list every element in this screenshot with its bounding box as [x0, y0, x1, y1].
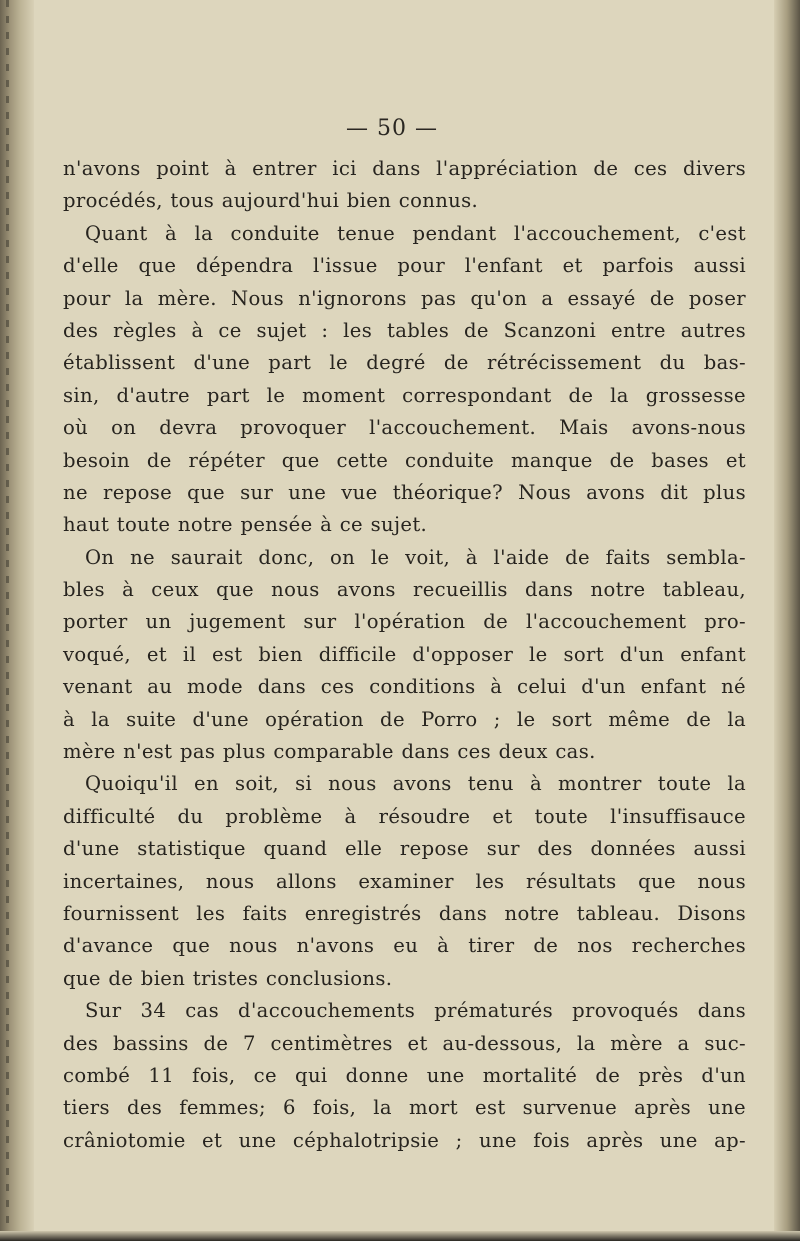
text-line: procédés, tous aujourd'hui bien connus. — [63, 189, 479, 213]
text-line: venant au mode dans ces conditions à celui d'un enfant né — [63, 675, 746, 699]
text-line: mère n'est pas plus comparable dans ces deux cas. — [63, 740, 596, 764]
text-line: tiers des femmes; 6 fois, la mort est survenue après une — [63, 1096, 746, 1120]
text-line: ne repose que sur une vue théorique? Nous avons dit plus — [63, 480, 746, 504]
text-line: incertaines, nous allons examiner les résultats que nous — [63, 869, 746, 893]
text-line: porter un jugement sur l'opération de l'accouchement pro- — [63, 610, 746, 634]
page-number: — 50 — — [346, 116, 438, 141]
text-line: sin, d'autre part le moment correspondant de la grossesse — [63, 383, 746, 407]
page-right-edge — [774, 0, 800, 1241]
text-line: établissent d'une part le degré de rétrécissement du bas- — [63, 351, 746, 375]
text-line: bles à ceux que nous avons recueillis dans notre tableau, — [63, 578, 746, 602]
text-line: crâniotomie et une céphalotripsie ; une fois après une ap- — [63, 1128, 746, 1152]
text-line: voqué, et il est bien difficile d'opposer le sort d'un enfant — [63, 642, 746, 666]
text-line: des règles à ce sujet : les tables de Scanzoni entre autres — [63, 318, 746, 342]
text-line: que de bien tristes conclusions. — [63, 966, 393, 990]
text-line: Quoiqu'il en soit, si nous avons tenu à montrer toute la — [85, 772, 746, 796]
text-line: d'une statistique quand elle repose sur des données aussi — [63, 837, 746, 861]
text-line: où on devra provoquer l'accouchement. Mais avons-nous — [63, 416, 746, 440]
text-line: difficulté du problème à résoudre et toute l'insuffisauce — [63, 804, 746, 828]
text-line: des bassins de 7 centimètres et au-dessous, la mère a suc- — [63, 1031, 746, 1055]
text-line: d'avance que nous n'avons eu à tirer de nos recherches — [63, 934, 746, 958]
text-line: besoin de répéter que cette conduite manque de bases et — [63, 448, 746, 472]
text-line: d'elle que dépendra l'issue pour l'enfant et parfois aussi — [63, 254, 746, 278]
text-line: pour la mère. Nous n'ignorons pas qu'on a essayé de poser — [63, 286, 746, 310]
body-text — [63, 153, 746, 1157]
text-line: n'avons point à entrer ici dans l'appréciation de ces divers — [63, 157, 746, 180]
text-line: Sur 34 cas d'accouchements prématurés provoqués dans — [85, 999, 746, 1023]
text-line: On ne saurait donc, on le voit, à l'aide de faits sembla- — [85, 545, 746, 569]
book-binding-edge — [0, 0, 35, 1241]
text-line: haut toute notre pensée à ce sujet. — [63, 513, 428, 537]
text-line: fournissent les faits enregistrés dans notre tableau. Disons — [63, 901, 746, 925]
text-line: à la suite d'une opération de Porro ; le sort même de la — [63, 707, 746, 731]
page-bottom-edge — [0, 1231, 800, 1241]
text-line: Quant à la conduite tenue pendant l'accouchement, c'est — [85, 221, 746, 245]
text-line: combé 11 fois, ce qui donne une mortalité de près d'un — [63, 1063, 746, 1087]
